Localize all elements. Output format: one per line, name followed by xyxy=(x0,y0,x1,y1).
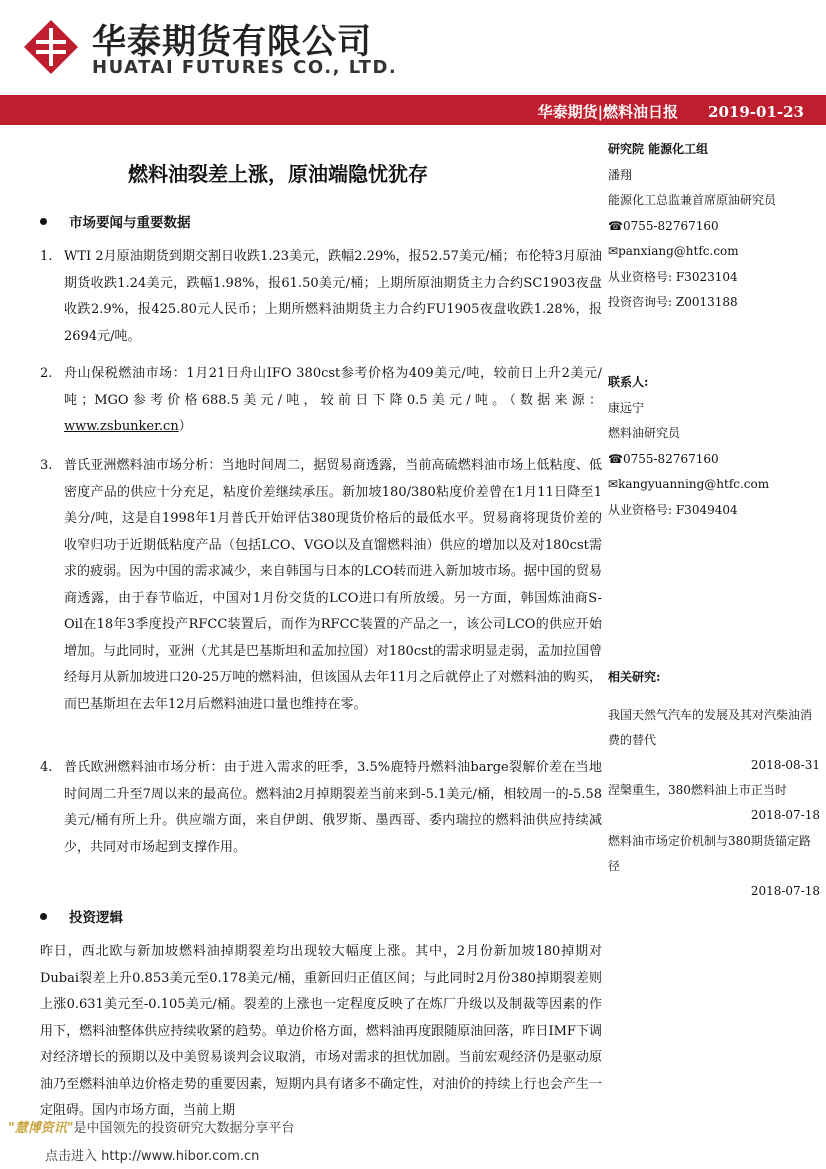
analyst-email[interactable]: panxiang@htfc.com xyxy=(618,244,739,258)
item-number: 1. xyxy=(40,249,53,264)
section-investment-logic xyxy=(40,906,123,926)
watermark-link[interactable]: 点击进入 http://www.hibor.com.cn xyxy=(45,1149,260,1164)
bullet-icon xyxy=(40,218,47,225)
section-title: 投资逻辑 xyxy=(69,910,123,926)
watermark-text: 是中国领先的投资研究大数据分享平台 xyxy=(73,1121,295,1136)
list-item xyxy=(40,244,602,350)
bullet-icon xyxy=(40,913,47,920)
item-number: 3. xyxy=(40,458,53,473)
analyst-phone-row xyxy=(608,214,820,240)
list-item xyxy=(40,453,602,718)
watermark-brand: "慧博资讯" xyxy=(8,1121,74,1136)
list-item xyxy=(40,755,602,861)
analyst-phone: 0755-82767160 xyxy=(622,218,719,233)
report-banner xyxy=(0,95,826,125)
company-name-en: HUATAI FUTURES CO., LTD. xyxy=(92,57,398,78)
contact-phone: 0755-82767160 xyxy=(622,451,719,466)
huatai-logo-icon xyxy=(22,18,80,76)
item-number: 2. xyxy=(40,366,53,381)
contact-label: 联系人: xyxy=(608,375,649,389)
investment-logic-text: 昨日，西北欧与新加坡燃料油掉期裂差均出现较大幅度上涨。其中，2月份新加坡180掉期对Dubai裂差上升0.853美元至0.178美元/桶，重新回归正值区间；与此同时2月份380掉期裂差则上涨0.631美元至-0.105美元/桶。裂差的上涨也一定程度反映了在炼厂升级以及制裁等因素的作用下，燃料油整体供应持续收紧的趋势。单边价格方面，燃料油再度跟随原油回落，昨日IMF下调对经济增长的预期以及中美贸易谈判会议取消，市场对需求的担忧加剧。当前宏观经济仍是驱动原油乃至燃料油单边价格走势的重要因素，短期内具有诸多不确定性，对油价的持续上行也会产生一定阻碍。国内市场方面，当前上期 xyxy=(40,944,602,1118)
related-item-title[interactable]: 我国天然气汽车的发展及其对汽柴油消费的替代 xyxy=(608,707,813,747)
contact-email[interactable]: kangyuanning@htfc.com xyxy=(618,477,770,491)
related-item-title[interactable]: 燃料油市场定价机制与380期货锚定路径 xyxy=(608,833,811,873)
dept: 研究院 能源化工组 xyxy=(608,142,709,156)
analyst-title: 能源化工总监兼首席原油研究员 xyxy=(608,193,777,207)
item-text: 普氏亚洲燃料油市场分析：当地时间周二，据贸易商透露，当前高硫燃料油市场上低粘度、低密度产品的供应十分充足，粘度价差继续承压。新加坡180/380粘度价差曾在1月11日降至1美分/吨，这是自1998年1月普氏开始评估380现货价格后的最低水平。贸易商将现货价差的收窄归功于近期低粘度产品（包括LCO、VGO以及直馏燃料油）供应的增加以及对180cst需求的疲弱。因为中国的需求减少，来自韩国与日本的LCO转而进入新加坡市场。据中国的贸易商透露，由于春节临近，中国对1月份交货的LCO进口有所放缓。另一方面，韩国炼油商S-Oil在18年3季度投产RFCC装置后，而作为RFCC装置的产品之一，该公司LCO的供应开始增加。与此同时，亚洲（尤其是巴基斯坦和孟加拉国）对180cst的需求明显走弱，孟加拉国曾经每月从新加坡进口20-25万吨的燃料油，但该国从去年11月之后就停止了对燃料油的购买，而巴基斯坦在去年12月后燃料油进口量也维持在零。 xyxy=(64,458,602,712)
analyst-info xyxy=(608,137,820,316)
contact-name: 康远宁 xyxy=(608,400,645,415)
email-icon: ✉ xyxy=(608,244,619,258)
source-link[interactable]: www.zsbunker.cn xyxy=(64,419,179,434)
item-text-tail: ） xyxy=(178,419,192,434)
list-item xyxy=(40,361,602,441)
related-research xyxy=(608,665,820,904)
item-text: 舟山保税燃油市场：1月21日舟山IFO 380cst参考价格为409美元/吨，较前日上升2美元/吨；MGO参考价格688.5美元/吨，较前日下降0.5美元/吨。（数据来源： xyxy=(64,366,602,408)
contact-info xyxy=(608,370,820,523)
report-name: 华泰期货|燃料油日报 xyxy=(537,103,679,121)
contact-phone-row xyxy=(608,447,820,473)
contact-cert: 从业资格号: F3049404 xyxy=(608,502,738,517)
section-title: 市场要闻与重要数据 xyxy=(69,215,191,231)
related-item-date: 2018-08-31 xyxy=(750,757,820,772)
analyst-cert: 从业资格号: F3023104 xyxy=(608,269,738,284)
related-item-date: 2018-07-18 xyxy=(750,883,820,898)
section-market-news xyxy=(40,211,191,231)
related-label: 相关研究: xyxy=(608,670,661,684)
analyst-name: 潘翔 xyxy=(608,167,633,182)
report-title: 燃料油裂差上涨，原油端隐忧犹存 xyxy=(128,162,428,186)
related-item-title[interactable]: 涅槃重生，380燃料油上市正当时 xyxy=(608,783,787,797)
related-item-date: 2018-07-18 xyxy=(750,808,820,822)
email-icon: ✉ xyxy=(608,477,619,491)
report-date: 2019-01-23 xyxy=(708,103,804,121)
item-text-wrap xyxy=(64,361,602,441)
analyst-invest: 投资咨询号: Z0013188 xyxy=(608,295,738,309)
phone-icon: ☎ xyxy=(608,451,623,466)
company-name-cn: 华泰期货有限公司 xyxy=(92,22,372,62)
watermark-line xyxy=(8,1117,295,1136)
item-number: 4. xyxy=(40,760,53,775)
item-text: WTI 2月原油期货到期交割日收跌1.23美元，跌幅2.29%，报52.57美元/桶；布伦特3月原油期货收跌1.24美元，跌幅1.98%，报61.50美元/桶；上期所原油期货主力合约SC1903夜盘收跌2.9%，报425.80元人民币；上期所燃料油期货主力合约FU1905夜盘收跌1.28%，报2694元/吨。 xyxy=(64,249,602,344)
item-text: 普氏欧洲燃料油市场分析：由于进入需求的旺季，3.5%鹿特丹燃料油barge裂解价差在当地时间周二升至7周以来的最高位。燃料油2月掉期裂差当前来到-5.1美元/桶，相较周一的-5.58美元/桶有所上升。供应端方面，来自伊朗、俄罗斯、墨西哥、委内瑞拉的燃料油供应持续减少，共同对市场起到支撑作用。 xyxy=(64,760,602,855)
phone-icon: ☎ xyxy=(608,218,623,233)
analyst-email-row[interactable] xyxy=(608,239,820,265)
contact-email-row[interactable] xyxy=(608,472,820,498)
contact-title: 燃料油研究员 xyxy=(608,426,681,440)
